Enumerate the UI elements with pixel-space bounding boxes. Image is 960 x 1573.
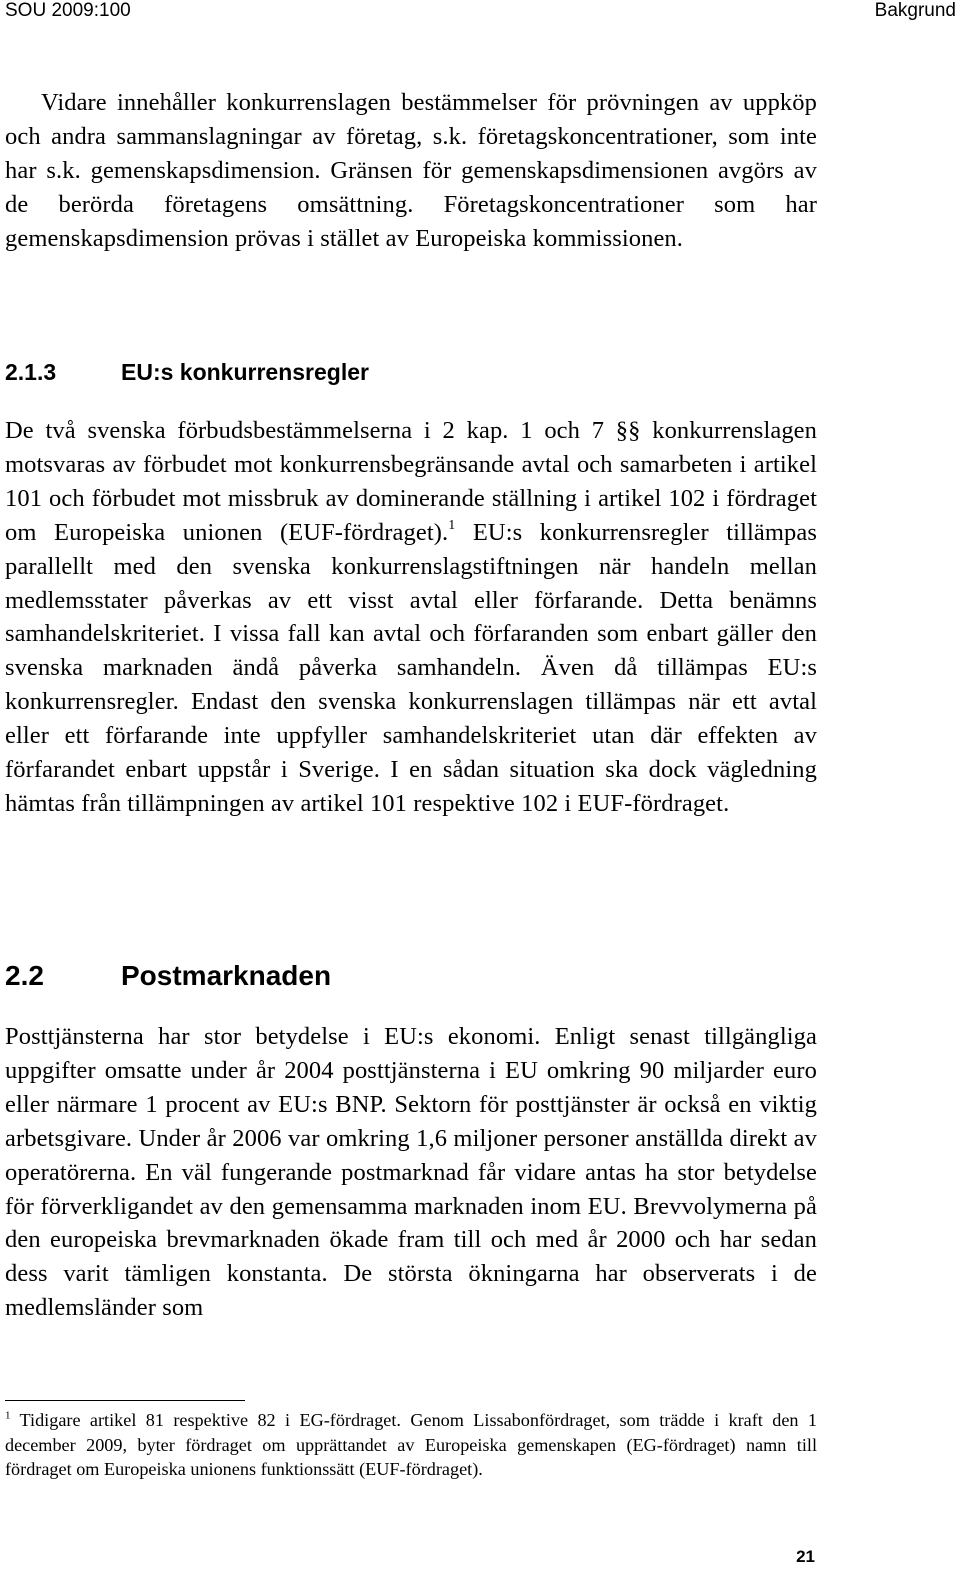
- footnote-divider: [5, 1400, 245, 1401]
- section-name: Bakgrund: [874, 0, 956, 21]
- eu-rules-text-1: De två svenska förbudsbestämmelserna i 2 kap. 1 och 7 §§ konkurrenslagen motsvaras av förbudet mot konkurrensbegränsande avtal och samarbeten i artikel 101 och förbudet mot missbruk av dominerande ställning i artikel 102 i fördraget om Europeiska unionen (EUF-fördraget).: [5, 417, 817, 546]
- postal-market-paragraph: Posttjänsterna har stor betydelse i EU:s ekonomi. Enligt senast tillgängliga uppgifter omsatte under år 2004 posttjänsterna i EU omkring 90 miljarder euro eller närmare 1 procent av EU:s BNP. Sektorn för posttjänster är också en viktig arbetsgivare. Under år 2006 var omkring 1,6 miljoner personer anställda direkt av operatörerna. En väl fungerande postmarknad får vidare antas ha stor betydelse för förverkligandet av den gemensamma marknaden inom EU. Brevvolymerna på den europeiska brevmarknaden ökade fram till och med år 2000 och har sedan dess varit tämligen konstanta. De största ökningarna har observerats i de medlemsländer som: [5, 1023, 817, 1322]
- footnote-number: 1: [5, 1409, 11, 1422]
- section-number: 2.2: [5, 960, 44, 991]
- footnote-text: Tidigare artikel 81 respektive 82 i EG-fördraget. Genom Lissabonfördraget, som trädde i kraft den 1 december 2009, byter fördraget om upprättandet av Europeiska gemenskapen (EG-fördraget) namn till fördraget om Europeiska unionens funktionssätt (EUF-fördraget).: [5, 1410, 817, 1479]
- intro-paragraph: Vidare innehåller konkurrenslagen bestämmelser för prövningen av uppköp och andra sammanslagningar av företag, s.k. företagskoncentrationer, som inte har s.k. gemenskapsdimension. Gränsen för gemenskapsdimensionen avgörs av de berörda företagens omsättning. Företagskoncentrationer som har gemenskapsdimension prövas i stället av Europeiska kommissionen.: [5, 89, 817, 252]
- section-title: Postmarknaden: [121, 960, 332, 991]
- eu-rules-text-2: EU:s konkurrensregler tillämpas parallellt med den svenska konkurrenslagstiftningen när handeln mellan medlemsstater påverkas av ett visst avtal eller förfarande. Detta benämns samhandelskriteriet. I vissa fall kan avtal och förfaranden som enbart gäller den svenska marknaden ändå påverka samhandeln. Även då tillämpas EU:s konkurrensregler. Endast den svenska konkurrenslagen tillämpas när ett avtal eller ett förfarande inte uppfyller samhandelskriteriet utan där effekten av förfarandet enbart uppstår i Sverige. I en sådan situation ska dock vägledning hämtas från tillämpningen av artikel 101 respektive 102 i EUF-fördraget.: [5, 518, 817, 817]
- section-heading-2-1-3: [5, 357, 369, 387]
- footnote: [5, 1408, 817, 1482]
- document-reference: SOU 2009:100: [5, 0, 131, 21]
- section-title: EU:s konkurrensregler: [121, 359, 369, 385]
- running-header: [5, 0, 956, 24]
- section-heading-2-2: [5, 958, 332, 994]
- page-number: 21: [796, 1547, 815, 1566]
- eu-rules-paragraph: [5, 414, 817, 821]
- section-number: 2.1.3: [5, 359, 57, 385]
- footnote-reference[interactable]: 1: [448, 517, 456, 533]
